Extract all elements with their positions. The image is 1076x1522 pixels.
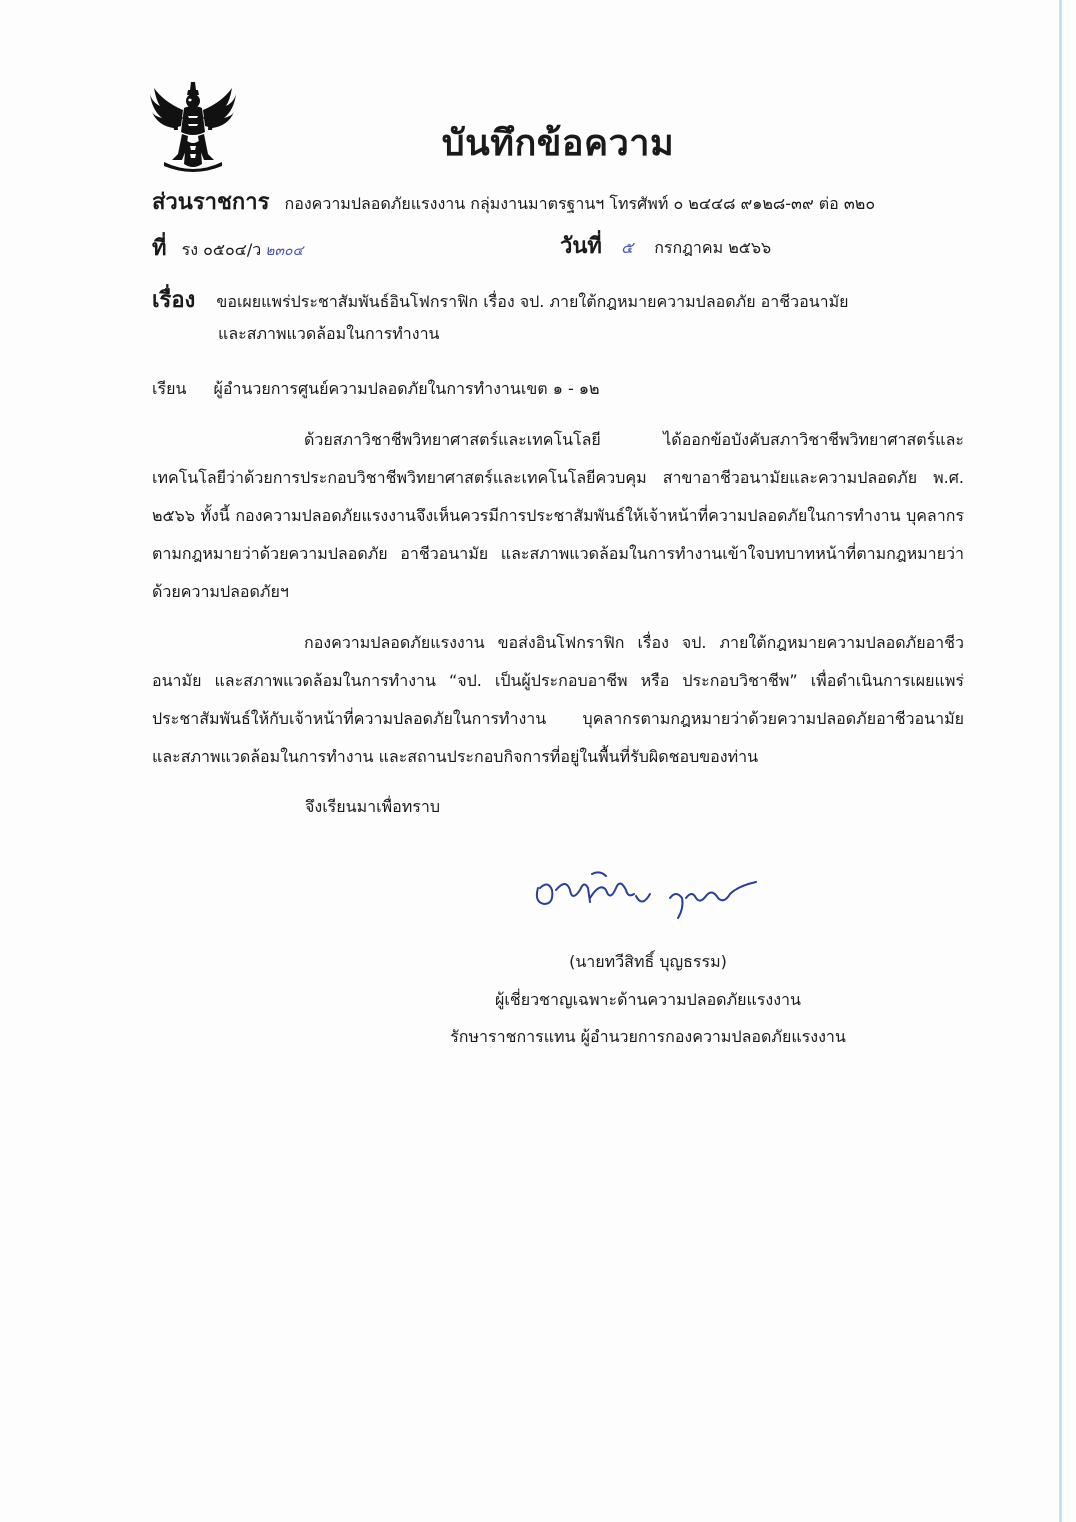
subject-line-1: ขอเผยแพร่ประชาสัมพันธ์อินโฟกราฟิก เรื่อง จป. ภายใต้กฎหมายความปลอดภัย อาชีวอนามัย (216, 292, 849, 311)
agency-value: กองความปลอดภัยแรงงาน กลุ่มงานมาตรฐานฯ โทรศัพท์ ๐ ๒๔๔๘ ๙๑๒๘-๓๙ ต่อ ๓๒๐ (284, 194, 876, 213)
document-title: บันทึกข้อความ (441, 123, 675, 164)
body-paragraph-1: ด้วยสภาวิชาชีพวิทยาศาสตร์และเทคโนโลยี ได้ออกข้อบังคับสภาวิชาชีพวิทยาศาสตร์และเทคโนโลยีว่าด้วยการประกอบวิชาชีพวิทยาศาสตร์และเทคโนโลยีควบคุม สาขาอาชีวอนามัยและความปลอดภัย พ.ศ. ๒๕๖๖ ทั้งนี้ กองความปลอดภัยแรงงานจึงเห็นควรมีการประชาสัมพันธ์ให้เจ้าหน้าที่ความปลอดภัยในการทำงาน บุคลากรตามกฎหมายว่าด้วยความปลอดภัย อาชีวอนามัย และสภาพแวดล้อมในการทำงานเข้าใจบทบาทหน้าที่ตามกฎหมายว่าด้วยความปลอดภัยฯ (152, 430, 964, 601)
date-handwritten-day: ๕ (621, 238, 634, 257)
date-value: กรกฎาคม ๒๕๖๖ (654, 238, 772, 257)
body-paragraph-2: กองความปลอดภัยแรงงาน ขอส่งอินโฟกราฟิก เรื่อง จป. ภายใต้กฎหมายความปลอดภัยอาชีวอนามัย และสภาพแวดล้อมในการทำงาน “จป. เป็นผู้ประกอบอาชีพ หรือ ประกอบวิชาชีพ” เพื่อดำเนินการเผยแพร่ประชาสัมพันธ์ให้กับเจ้าหน้าที่ความปลอดภัยในการทำงาน บุคลากรตามกฎหมายว่าด้วยความปลอดภัยอาชีวอนามัย และสภาพแวดล้อมในการทำงาน และสถานประกอบกิจการที่อยู่ในพื้นที่รับผิดชอบของท่าน (152, 633, 964, 766)
subject-row (152, 282, 849, 317)
subject-label: เรื่อง (152, 288, 196, 313)
reference-handwritten-number: ๒๓๐๔ (265, 243, 304, 259)
date-row (560, 228, 771, 263)
signer-acting-position: รักษาราชการแทน ผู้อำนวยการกองความปลอดภัยแรงงาน (450, 1027, 846, 1046)
addressee-label: เรียน (152, 379, 187, 398)
date-label: วันที่ (560, 234, 602, 259)
agency-row (152, 184, 875, 219)
addressee-row (152, 377, 600, 402)
page-edge-line (1059, 0, 1062, 1522)
subject-line-2: และสภาพแวดล้อมในการทำงาน (218, 324, 440, 343)
reference-row (152, 230, 303, 265)
reference-value: รง ๐๕๐๔/ว (181, 240, 262, 259)
reference-label: ที่ (152, 236, 167, 261)
closing-text: จึงเรียนมาเพื่อทราบ (305, 797, 440, 816)
signer-name: (นายทวีสิทธิ์ บุญธรรม) (569, 952, 727, 971)
signer-position: ผู้เชี่ยวชาญเฉพาะด้านความปลอดภัยแรงงาน (495, 990, 801, 1009)
agency-label: ส่วนราชการ (152, 190, 270, 215)
addressee-value: ผู้อำนวยการศูนย์ความปลอดภัยในการทำงานเขต ๑ - ๑๒ (213, 379, 600, 398)
signature-mark (530, 868, 760, 926)
